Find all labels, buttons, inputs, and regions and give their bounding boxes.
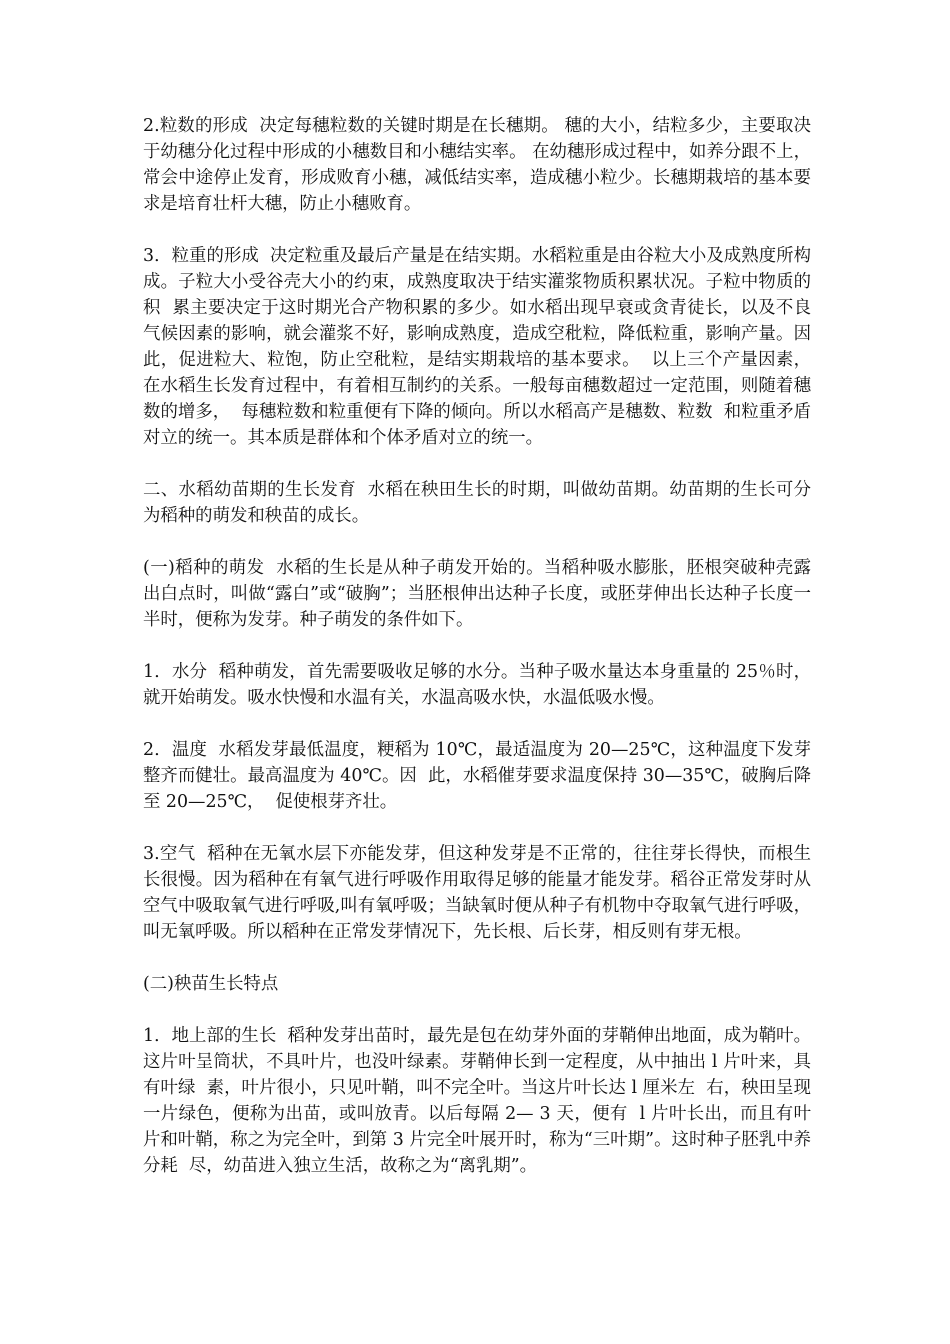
paragraph-seedling-stage: 二、水稻幼苗期的生长发育 水稻在秧田生长的时期，叫做幼苗期。幼苗期的生长可分 为稻种的萌发和秧苗的成长。: [143, 480, 823, 526]
document-page: [143, 113, 823, 1205]
paragraph-above-ground-growth: 1．地上部的生长 稻种发芽出苗时，最先是包在幼芽外面的芽鞘伸出地面，成为鞘叶。这片叶呈筒状，不具叶片，也没叶绿素。芽鞘伸长到一定程度，从中抽出 l 片叶来，具有叶绿 素，叶片很小，只见叶鞘，叫不完全叶。当这片叶长达 l 厘米左 右，秧田呈现一片绿色，便称为出苗，或叫放青。以后每隔 2— 3 天，便有 l 片叶长出，而且有叶片和叶鞘，称之为完全叶，到第 3 片完全叶展开时，称为“三叶期”。这时种子胚乳中养分耗 尽，幼苗进入独立生活，故称之为“离乳期”。: [143, 1026, 811, 1176]
section-heading-seedling-growth: (二)秧苗生长特点: [143, 974, 279, 994]
paragraph-grain-number: 2.粒数的形成 决定每穗粒数的关键时期是在长穗期。 穗的大小，结粒多少，主要取决于幼穗分化过程中形成的小穗数目和小穗结实率。 在幼穗形成过程中，如养分跟不上，常会中途停止发育，形成败育小穗，减低结实率，造成穗小粒少。长穗期栽培的基本要求是培育壮杆大穗，防止小穗败育。: [143, 116, 811, 214]
paragraph-air: 3.空气 稻种在无氧水层下亦能发芽，但这种发芽是不正常的，往往芽长得快，而根生长很慢。因为稻种在有氧气进行呼吸作用取得足够的能量才能发芽。稻谷正常发芽时从空气中吸取氧气进行呼吸,叫有氧呼吸；当缺氧时便从种子有机物中夺取氧气进行呼吸，叫无氧呼吸。所以稻种在正常发芽情况下，先长根、后长芽，相反则有芽无根。: [143, 844, 811, 942]
paragraph-seed-germination: (一)稻种的萌发 水稻的生长是从种子萌发开始的。当稻种吸水膨胀，胚根突破种壳露出白点时，叫做“露白”或“破胸”；当胚根伸出达种子长度，或胚芽伸出长达种子长度一半时，便称为发芽。种子萌发的条件如下。: [143, 558, 811, 630]
paragraph-temperature: 2．温度 水稻发芽最低温度，粳稻为 10℃，最适温度为 20—25℃，这种温度下发芽整齐而健壮。最高温度为 40℃。因 此，水稻催芽要求温度保持 30—35℃，破胸后降至 20—25℃， 促使根芽齐壮。: [143, 740, 811, 812]
paragraph-grain-weight: 3．粒重的形成 决定粒重及最后产量是在结实期。水稻粒重是由谷粒大小及成熟度所构成。子粒大小受谷壳大小的约束，成熟度取决于结实灌浆物质积累状况。子粒中物质的积 累主要决定于这时期光合产物积累的多少。如水稻出现早衰或贪青徒长，以及不良气候因素的影响，就会灌浆不好，影响成熟度，造成空秕粒，降低粒重，影响产量。因此，促进粒大、粒饱，防止空秕粒，是结实期栽培的基本要求。 以上三个产量因素，在水稻生长发育过程中，有着相互制约的关系。一般每亩穗数超过一定范围，则随着穗数的增多， 每穗粒数和粒重便有下降的倾向。所以水稻高产是穗数、粒数 和粒重矛盾对立的统一。其本质是群体和个体矛盾对立的统一。: [143, 246, 811, 448]
paragraph-water: 1．水分 稻种萌发，首先需要吸收足够的水分。当种子吸水量达本身重量的 25％时，就开始萌发。吸水快慢和水温有关，水温高吸水快，水温低吸水慢。: [143, 662, 811, 708]
